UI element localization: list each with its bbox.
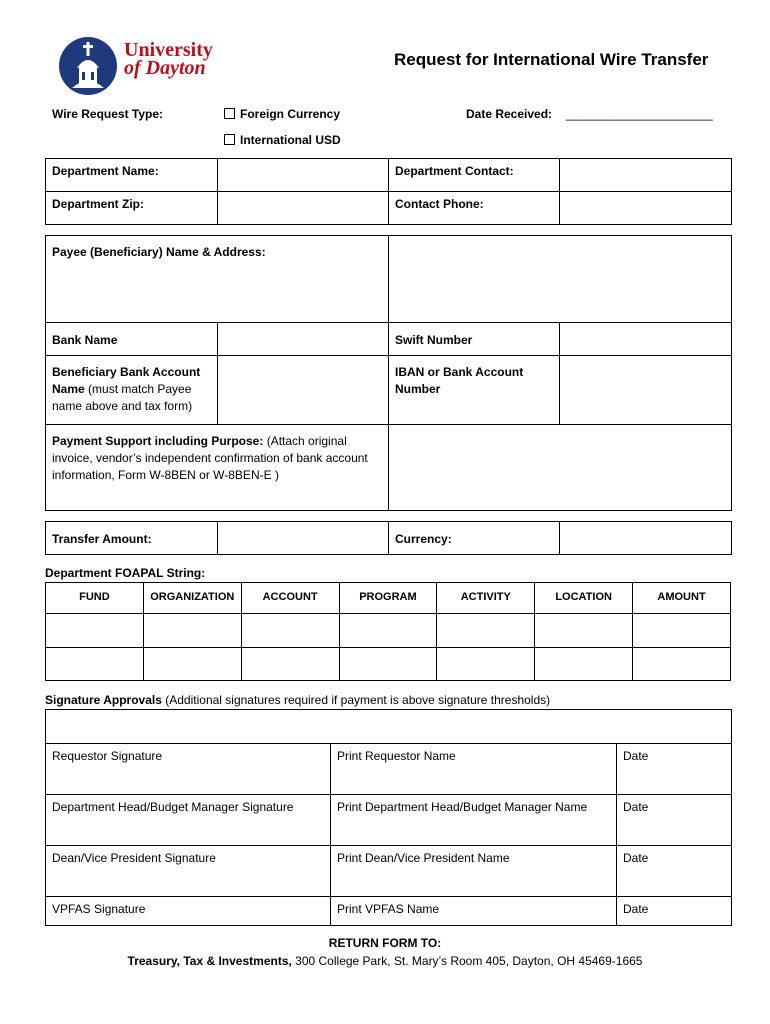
contact-phone-label: Contact Phone:	[389, 192, 560, 225]
foapal-table	[45, 582, 731, 681]
date-received-field[interactable]: ______________________	[566, 107, 713, 121]
university-wordmark: University of Dayton	[124, 39, 213, 79]
payee-name-address-field[interactable]	[389, 236, 732, 323]
department-zip-label: Department Zip:	[46, 192, 218, 225]
foapal-cell[interactable]	[143, 614, 241, 648]
foapal-cell[interactable]	[535, 648, 633, 681]
foapal-cell[interactable]	[143, 648, 241, 681]
foapal-cell[interactable]	[437, 648, 535, 681]
signature-table	[45, 709, 732, 926]
currency-field[interactable]	[560, 522, 732, 555]
bank-name-field[interactable]	[218, 323, 389, 356]
vpfas-date[interactable]: Date	[617, 897, 732, 926]
payment-support-field[interactable]	[389, 425, 732, 511]
payee-table	[45, 235, 732, 511]
foapal-cell[interactable]	[46, 614, 144, 648]
wire-request-type-label: Wire Request Type:	[52, 107, 164, 121]
signature-spacer-row	[46, 710, 732, 744]
foapal-row	[46, 648, 731, 681]
dean-vp-date[interactable]: Date	[617, 846, 732, 897]
contact-phone-field[interactable]	[560, 192, 732, 225]
foapal-header-amount: AMOUNT	[633, 583, 731, 614]
transfer-table	[45, 521, 732, 555]
foapal-header-location: LOCATION	[535, 583, 633, 614]
foapal-cell[interactable]	[339, 648, 437, 681]
return-address: Treasury, Tax & Investments, 300 College Park, St. Mary’s Room 405, Dayton, OH 45469-1665	[127, 954, 643, 968]
requestor-date[interactable]: Date	[617, 744, 732, 795]
iban-label: IBAN or Bank Account Number	[389, 356, 560, 425]
foapal-cell[interactable]	[633, 614, 731, 648]
foapal-header-activity: ACTIVITY	[437, 583, 535, 614]
department-zip-field[interactable]	[218, 192, 389, 225]
international-usd-option[interactable]: International USD	[224, 133, 341, 147]
dept-head-signature[interactable]: Department Head/Budget Manager Signature	[46, 795, 331, 846]
requestor-signature[interactable]: Requestor Signature	[46, 744, 331, 795]
swift-number-field[interactable]	[560, 323, 732, 356]
iban-field[interactable]	[560, 356, 732, 425]
payee-name-address-label: Payee (Beneficiary) Name & Address:	[46, 236, 389, 323]
foreign-currency-checkbox[interactable]	[224, 108, 235, 119]
foapal-cell[interactable]	[241, 648, 339, 681]
department-table	[45, 158, 732, 225]
payment-support-label: Payment Support including Purpose: (Attach original invoice, vendor’s independent confirmation of bank account information, Form W-8BEN or W-8BEN-E )	[46, 425, 389, 511]
signature-row	[46, 744, 732, 795]
university-seal-logo	[58, 36, 118, 96]
dept-head-print-name[interactable]: Print Department Head/Budget Manager Name	[331, 795, 617, 846]
signature-approvals-heading: Signature Approvals (Additional signatures required if payment is above signature thresholds)	[45, 693, 551, 707]
dean-vp-signature[interactable]: Dean/Vice President Signature	[46, 846, 331, 897]
foapal-cell[interactable]	[241, 614, 339, 648]
dept-head-date[interactable]: Date	[617, 795, 732, 846]
foapal-row	[46, 614, 731, 648]
foapal-heading: Department FOAPAL String:	[45, 566, 206, 580]
transfer-amount-label: Transfer Amount:	[46, 522, 218, 555]
foapal-cell[interactable]	[633, 648, 731, 681]
swift-number-label: Swift Number	[389, 323, 560, 356]
foapal-cell[interactable]	[437, 614, 535, 648]
currency-label: Currency:	[389, 522, 560, 555]
signature-row	[46, 897, 732, 926]
department-contact-field[interactable]	[560, 159, 732, 192]
return-form-heading: RETURN FORM TO:	[328, 936, 442, 950]
foapal-cell[interactable]	[339, 614, 437, 648]
signature-row	[46, 795, 732, 846]
signature-row	[46, 846, 732, 897]
date-received-label: Date Received:	[466, 107, 553, 121]
department-contact-label: Department Contact:	[389, 159, 560, 192]
bank-name-label: Bank Name	[46, 323, 218, 356]
document-title: Request for International Wire Transfer	[394, 50, 709, 69]
foreign-currency-option[interactable]: Foreign Currency	[224, 107, 340, 121]
department-name-field[interactable]	[218, 159, 389, 192]
beneficiary-account-name-field[interactable]	[218, 356, 389, 425]
foapal-header-fund: FUND	[46, 583, 144, 614]
international-usd-checkbox[interactable]	[224, 134, 235, 145]
foapal-header-account: ACCOUNT	[241, 583, 339, 614]
foapal-cell[interactable]	[535, 614, 633, 648]
dean-vp-print-name[interactable]: Print Dean/Vice President Name	[331, 846, 617, 897]
department-name-label: Department Name:	[46, 159, 218, 192]
beneficiary-account-name-label: Beneficiary Bank Account Name (must match Payee name above and tax form)	[46, 356, 218, 425]
foapal-cell[interactable]	[46, 648, 144, 681]
vpfas-print-name[interactable]: Print VPFAS Name	[331, 897, 617, 926]
foapal-header-program: PROGRAM	[339, 583, 437, 614]
foapal-header-organization: ORGANIZATION	[143, 583, 241, 614]
transfer-amount-field[interactable]	[218, 522, 389, 555]
requestor-print-name[interactable]: Print Requestor Name	[331, 744, 617, 795]
vpfas-signature[interactable]: VPFAS Signature	[46, 897, 331, 926]
